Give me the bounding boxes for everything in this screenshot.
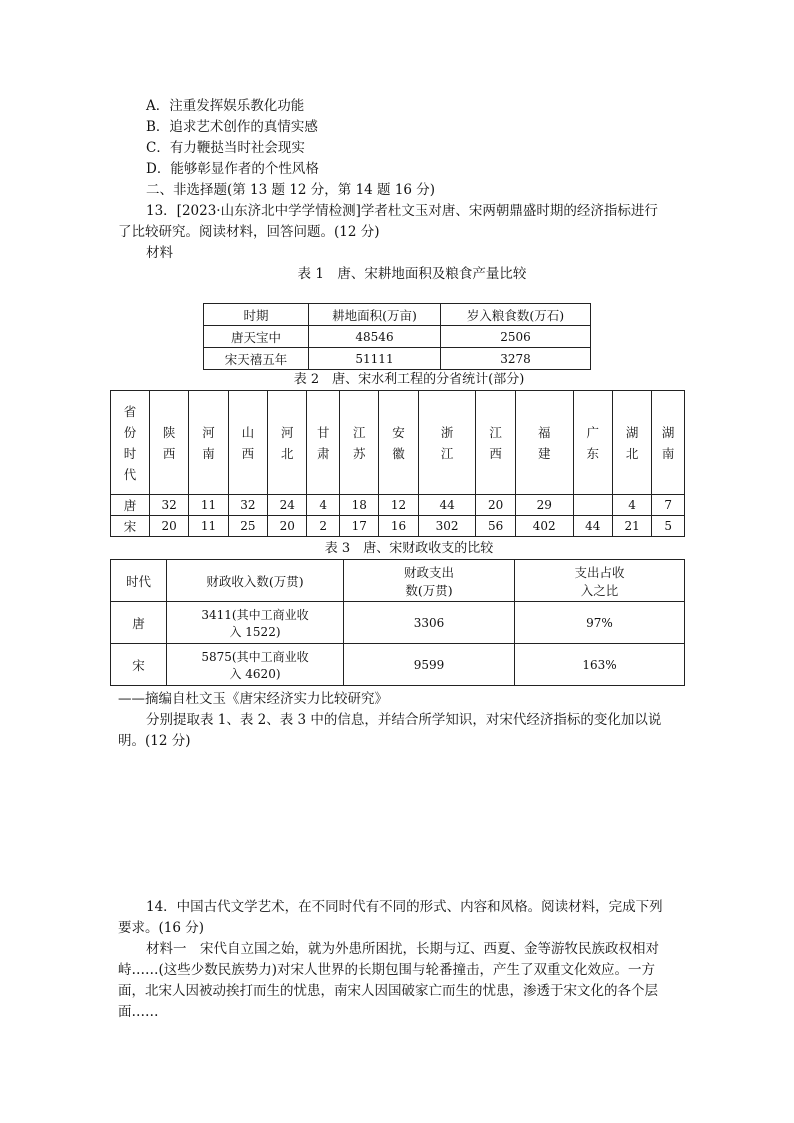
table3-header: 支出占收 入之比: [515, 560, 685, 602]
table2-province-header: 广 东: [573, 391, 612, 495]
table-cell: 97%: [515, 602, 685, 644]
table-cell: 302: [418, 516, 476, 537]
table2-caption: 表 2 唐、宋水利工程的分省统计(部分): [293, 372, 525, 387]
table-cell: 51111: [309, 348, 441, 370]
q14-line-1: 14．中国古代文学艺术，在不同时代有不同的形式、内容和风格。阅读材料，完成下列: [146, 899, 663, 915]
table1: [203, 303, 591, 370]
table-cell: 48546: [309, 326, 441, 348]
table2-province-header: 浙 江: [418, 391, 476, 495]
option-b: B．追求艺术创作的真情实感: [146, 119, 318, 135]
source-citation: ——摘编自杜文玉《唐宋经济实力比较研究》: [118, 691, 388, 707]
table-cell: 4: [307, 495, 340, 516]
table-cell: 56: [476, 516, 515, 537]
table-cell: 25: [228, 516, 267, 537]
table1-header: 耕地面积(万亩): [309, 304, 441, 326]
table-cell: 20: [476, 495, 515, 516]
table1-caption: 表 1 唐、宋耕地面积及粮食产量比较: [297, 266, 527, 282]
table2-province-header: 甘 肃: [307, 391, 340, 495]
table-cell: 3306: [344, 602, 515, 644]
section-heading: 二、非选择题(第 13 题 12 分，第 14 题 16 分): [146, 182, 436, 198]
table-cell: 20: [150, 516, 189, 537]
q13-question-line-1: 分别提取表 1、表 2、表 3 中的信息，并结合所学知识，对宋代经济指标的变化加以说: [146, 712, 662, 728]
table-cell: 17: [340, 516, 379, 537]
table-row: [111, 516, 685, 537]
table-cell: 11: [189, 516, 228, 537]
table3-caption: 表 3 唐、宋财政收支的比较: [324, 541, 494, 556]
table-cell: 唐: [111, 602, 167, 644]
table2-era: 唐: [111, 495, 150, 516]
table-cell: 宋: [111, 644, 167, 686]
table-cell: 7: [652, 495, 685, 516]
table-cell: 32: [150, 495, 189, 516]
table3-header: 财政收入数(万贯): [167, 560, 344, 602]
table-cell: 44: [573, 516, 612, 537]
table-row: [111, 644, 685, 686]
option-c: C．有力鞭挞当时社会现实: [146, 140, 305, 156]
table-row: [204, 348, 591, 370]
table-cell: 402: [515, 516, 573, 537]
table2-province-header: 福 建: [515, 391, 573, 495]
table-cell: 3278: [441, 348, 591, 370]
table-cell: 29: [515, 495, 573, 516]
q14-line-3: 材料一 宋代自立国之始，就为外患所困扰，长期与辽、西夏、金等游牧民族政权相对: [146, 941, 659, 957]
q14-line-5: 面，北宋人因被动挨打而生的忧患，南宋人因国破家亡而生的忧患，渗透于宋文化的各个层: [118, 983, 658, 999]
table2-province-header: 河 北: [268, 391, 307, 495]
table-cell: 2: [307, 516, 340, 537]
q14-line-4: 峙……(这些少数民族势力)对宋人世界的长期包围与轮番撞击，产生了双重文化效应。一方: [118, 962, 656, 978]
table-cell: 21: [612, 516, 651, 537]
table-cell: 5875(其中工商业收 入 4620): [167, 644, 344, 686]
table-cell: 2506: [441, 326, 591, 348]
table-row: [204, 326, 591, 348]
table-cell: 11: [189, 495, 228, 516]
option-a: A．注重发挥娱乐教化功能: [146, 98, 305, 114]
table2-province-header: 陕 西: [150, 391, 189, 495]
table1-header: 岁入粮食数(万石): [441, 304, 591, 326]
table-row: [111, 602, 685, 644]
table2-corner: 省 份 时 代: [111, 391, 150, 495]
option-d: D．能够彰显作者的个性风格: [146, 161, 319, 177]
table2-province-header: 安 徽: [379, 391, 418, 495]
table2-province-header: 河 南: [189, 391, 228, 495]
table2-province-header: 山 西: [228, 391, 267, 495]
table3-header: 财政支出 数(万贯): [344, 560, 515, 602]
table-cell: 3411(其中工商业收 入 1522): [167, 602, 344, 644]
q13-question-line-2: 明。(12 分): [118, 733, 191, 749]
table2-province-header: 江 苏: [340, 391, 379, 495]
table-cell: 18: [340, 495, 379, 516]
table-cell: 4: [612, 495, 651, 516]
q13-line-1: 13．[2023·山东济北中学学情检测]学者杜文玉对唐、宋两朝鼎盛时期的经济指标进行: [146, 203, 658, 219]
table-cell: 12: [379, 495, 418, 516]
table2-province-header: 湖 北: [612, 391, 651, 495]
table2-era: 宋: [111, 516, 150, 537]
q14-line-6: 面……: [118, 1004, 159, 1020]
table2: [110, 390, 685, 537]
table-cell: 唐天宝中: [204, 326, 309, 348]
table-cell: 宋天禧五年: [204, 348, 309, 370]
table-cell: 9599: [344, 644, 515, 686]
table1-header: 时期: [204, 304, 309, 326]
table-cell: 32: [228, 495, 267, 516]
table-cell: 5: [652, 516, 685, 537]
table-cell: 20: [268, 516, 307, 537]
q13-line-2: 了比较研究。阅读材料，回答问题。(12 分): [118, 224, 380, 240]
table3-header: 时代: [111, 560, 167, 602]
table3: [110, 559, 685, 686]
table-cell: 44: [418, 495, 476, 516]
table-cell: 163%: [515, 644, 685, 686]
table-cell: 16: [379, 516, 418, 537]
table-row: [111, 495, 685, 516]
table-cell: [573, 495, 612, 516]
table2-province-header: 江 西: [476, 391, 515, 495]
table2-province-header: 湖 南: [652, 391, 685, 495]
material-label: 材料: [146, 245, 173, 261]
table-cell: 24: [268, 495, 307, 516]
q14-line-2: 要求。(16 分): [118, 920, 205, 936]
